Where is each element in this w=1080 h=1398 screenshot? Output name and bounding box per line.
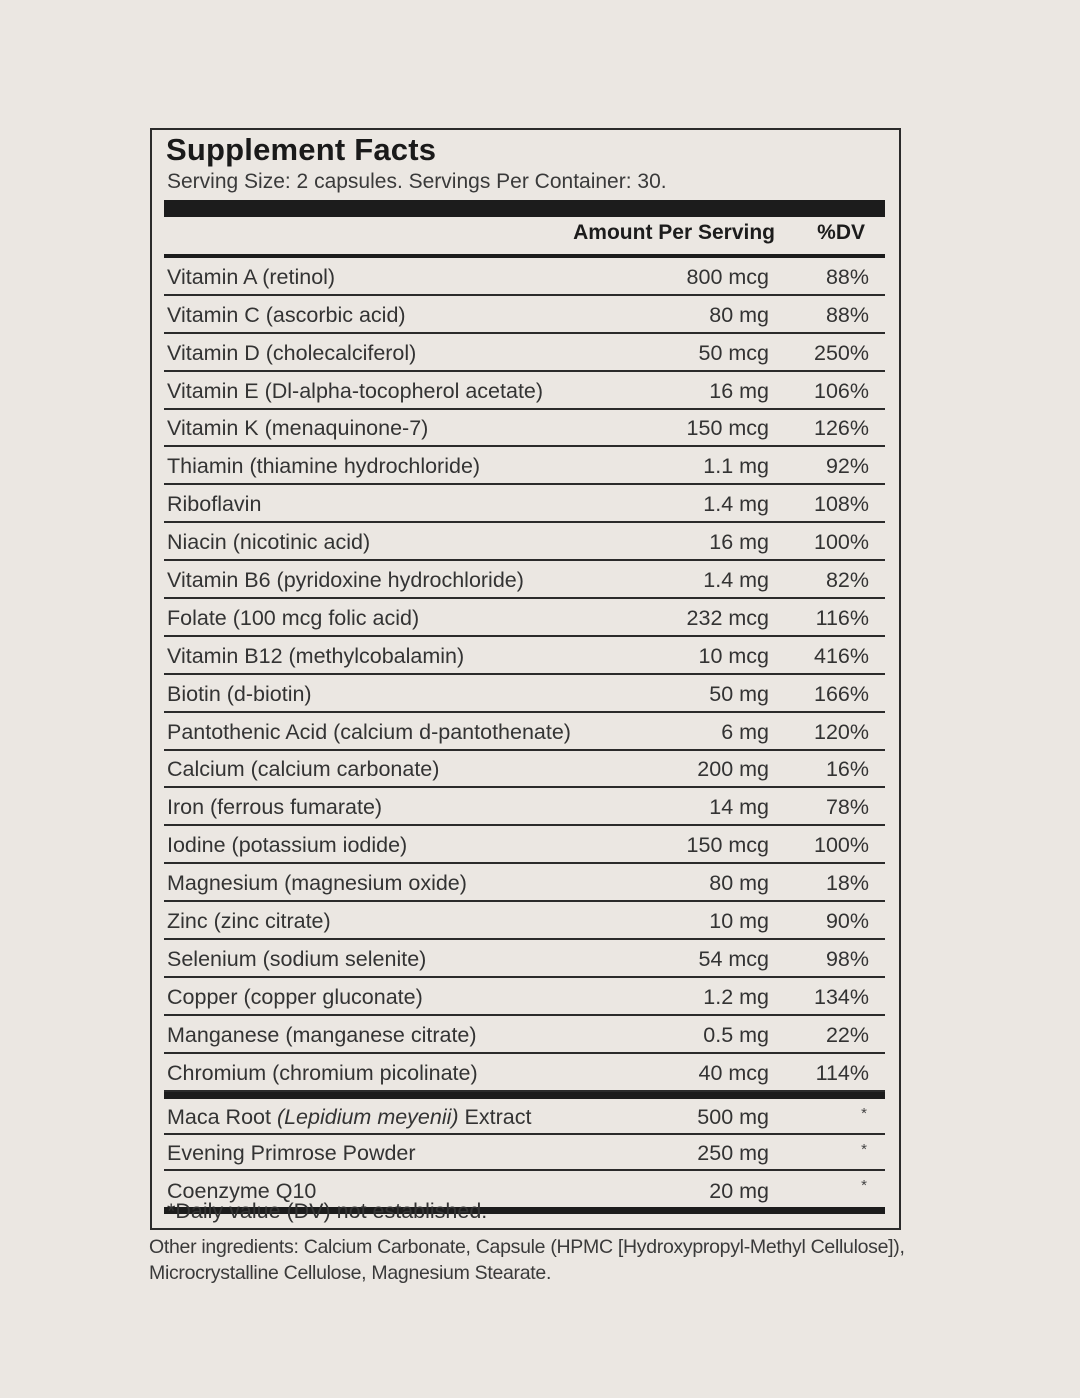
nutrient-amount: 150 mcg — [686, 416, 769, 441]
nutrient-name: Vitamin E (Dl-alpha-tocopherol acetate) — [167, 378, 544, 403]
nutrient-dv: 88% — [825, 264, 869, 289]
nutrient-name: Vitamin B12 (methylcobalamin) — [167, 643, 465, 668]
table-row — [164, 1054, 885, 1092]
nutrient-amount: 800 mcg — [686, 264, 769, 289]
table-row — [164, 334, 885, 372]
nutrient-dv: 88% — [825, 302, 869, 327]
serving-info: Serving Size: 2 capsules. Servings Per Container: 30. — [167, 170, 667, 193]
nutrient-name: Zinc (zinc citrate) — [167, 909, 331, 934]
nutrient-amount: 150 mcg — [686, 833, 769, 858]
nutrient-amount: 1.4 mg — [703, 568, 769, 593]
nutrient-name: Iodine (potassium iodide) — [167, 833, 408, 858]
nutrient-amount: 10 mg — [709, 909, 769, 934]
table-row — [164, 637, 885, 675]
table-row — [164, 940, 885, 978]
table-row — [164, 826, 885, 864]
nutrient-name: Thiamin (thiamine hydrochloride) — [167, 454, 481, 479]
table-row — [164, 523, 885, 561]
nutrient-dv: 100% — [814, 833, 869, 858]
nutrient-dv: 114% — [815, 1060, 869, 1085]
nutrient-name: Niacin (nicotinic acid) — [167, 530, 371, 555]
other-ingredients: Other ingredients: Calcium Carbonate, Capsule (HPMC [Hydroxypropyl-Methyl Cellulose]), Microcrystalline Cellulose, Magnesium Stearate. — [149, 1236, 905, 1284]
ingredient-name: Maca Root (Lepidium meyenii) Extract — [167, 1104, 532, 1129]
nutrient-dv: 22% — [825, 1022, 869, 1047]
nutrient-amount: 14 mg — [709, 795, 769, 820]
nutrient-name: Riboflavin — [167, 492, 262, 517]
table-row — [164, 1135, 885, 1171]
nutrient-name: Vitamin C (ascorbic acid) — [167, 302, 406, 327]
table-row — [164, 1016, 885, 1054]
nutrient-name: Manganese (manganese citrate) — [167, 1022, 477, 1047]
nutrient-amount: 40 mcg — [698, 1060, 769, 1085]
nutrient-dv: 18% — [825, 871, 869, 896]
nutrient-amount: 200 mg — [697, 757, 769, 782]
nutrient-amount: 1.4 mg — [703, 492, 769, 517]
nutrient-name: Calcium (calcium carbonate) — [167, 757, 440, 782]
table-row — [164, 978, 885, 1016]
nutrient-amount: 80 mg — [709, 302, 769, 327]
table-row — [164, 713, 885, 751]
nutrient-name: Iron (ferrous fumarate) — [167, 795, 383, 820]
nutrient-amount: 1.2 mg — [703, 984, 769, 1009]
table-row — [164, 902, 885, 940]
nutrient-dv: 16% — [825, 757, 869, 782]
nutrient-dv: 250% — [814, 340, 869, 365]
section-divider — [164, 1092, 885, 1099]
table-row — [164, 372, 885, 410]
table-row — [164, 296, 885, 334]
table-row — [164, 447, 885, 485]
table-row — [164, 675, 885, 713]
ingredient-amount: 500 mg — [697, 1104, 769, 1129]
nutrient-dv: 90% — [825, 909, 869, 934]
nutrient-dv: 106% — [814, 378, 869, 403]
nutrient-amount: 1.1 mg — [703, 454, 769, 479]
nutrient-name: Vitamin B6 (pyridoxine hydrochloride) — [167, 568, 524, 593]
column-header-row — [164, 218, 885, 254]
panel-title: Supplement Facts — [166, 132, 437, 167]
nutrient-table — [164, 258, 885, 1214]
table-row — [164, 751, 885, 789]
nutrient-amount: 232 mcg — [686, 605, 769, 630]
nutrient-dv: 82% — [825, 568, 869, 593]
amount-header: Amount Per Serving — [573, 221, 775, 244]
nutrient-dv: 108% — [814, 492, 869, 517]
nutrient-name: Biotin (d-biotin) — [167, 681, 312, 706]
table-row — [164, 1099, 885, 1135]
nutrient-name: Vitamin A (retinol) — [167, 264, 336, 289]
nutrient-dv: 116% — [815, 605, 869, 630]
supplement-facts-panel — [150, 128, 901, 1230]
table-row — [164, 485, 885, 523]
nutrient-name: Vitamin D (cholecalciferol) — [167, 340, 417, 365]
ingredient-dv: * — [861, 1176, 867, 1194]
ingredient-amount: 20 mg — [709, 1178, 769, 1203]
ingredient-dv: * — [861, 1140, 867, 1158]
ingredient-name: Evening Primrose Powder — [167, 1140, 416, 1165]
table-row — [164, 561, 885, 599]
nutrient-amount: 10 mcg — [698, 643, 769, 668]
nutrient-amount: 54 mcg — [698, 946, 769, 971]
nutrient-name: Selenium (sodium selenite) — [167, 946, 427, 971]
table-row — [164, 410, 885, 448]
nutrient-amount: 80 mg — [709, 871, 769, 896]
nutrient-amount: 50 mg — [709, 681, 769, 706]
nutrient-dv: 100% — [814, 530, 869, 555]
nutrient-amount: 16 mg — [709, 378, 769, 403]
dv-footnote: *Daily value (DV) not established. — [167, 1199, 488, 1223]
ingredient-amount: 250 mg — [697, 1140, 769, 1165]
nutrient-amount: 0.5 mg — [703, 1022, 769, 1047]
nutrient-name: Pantothenic Acid (calcium d-pantothenate) — [167, 719, 571, 744]
nutrient-amount: 50 mcg — [698, 340, 769, 365]
nutrient-dv: 98% — [825, 946, 869, 971]
nutrient-name: Chromium (chromium picolinate) — [167, 1060, 478, 1085]
nutrient-dv: 416% — [814, 643, 869, 668]
table-row — [164, 788, 885, 826]
nutrient-dv: 78% — [825, 795, 869, 820]
table-row — [164, 864, 885, 902]
nutrient-dv: 126% — [814, 416, 869, 441]
ingredient-dv: * — [861, 1104, 867, 1122]
nutrient-name: Copper (copper gluconate) — [167, 984, 423, 1009]
nutrient-amount: 16 mg — [709, 530, 769, 555]
nutrient-name: Folate (100 mcg folic acid) — [167, 605, 420, 630]
nutrient-dv: 120% — [814, 719, 869, 744]
nutrient-name: Vitamin K (menaquinone-7) — [167, 416, 429, 441]
top-divider — [164, 200, 885, 217]
nutrient-dv: 92% — [825, 454, 869, 479]
nutrient-dv: 166% — [814, 681, 869, 706]
nutrient-dv: 134% — [814, 984, 869, 1009]
nutrient-name: Magnesium (magnesium oxide) — [167, 871, 467, 896]
table-row — [164, 599, 885, 637]
table-row — [164, 258, 885, 296]
dv-header: %DV — [817, 221, 865, 244]
nutrient-amount: 6 mg — [721, 719, 769, 744]
ingredient-name: Coenzyme Q10 — [167, 1178, 317, 1203]
